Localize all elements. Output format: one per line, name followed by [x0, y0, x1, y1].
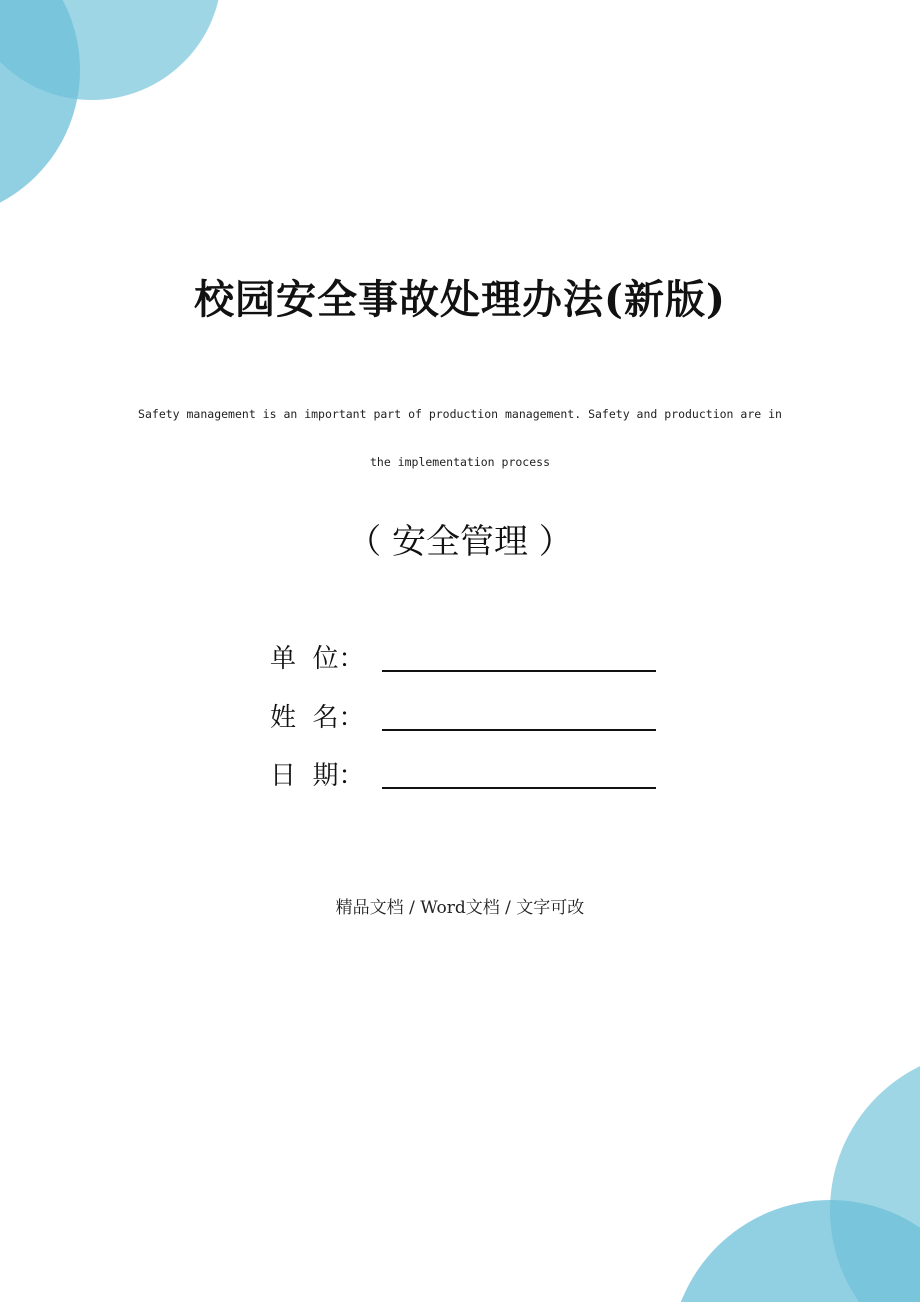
field-date-label: 日 期：: [270, 761, 365, 791]
bottom-right-circle-decoration: [670, 1050, 920, 1302]
field-date-blank-line[interactable]: [382, 765, 656, 789]
top-left-circle-decoration: [0, 0, 222, 220]
field-unit-label: 单 位：: [270, 644, 365, 674]
field-name: [270, 699, 656, 733]
field-name-blank-line[interactable]: [382, 707, 656, 731]
document-title: 校园安全事故处理办法(新版): [194, 276, 726, 323]
field-unit-blank-line[interactable]: [382, 648, 656, 672]
subtitle-line-1: Safety management is an important part of production management. Safety and production are in: [138, 407, 782, 421]
subtitle-line-2: the implementation process: [369, 455, 550, 469]
category-label: （ 安全管理 ）: [347, 522, 573, 562]
field-unit: [270, 640, 656, 674]
field-date: [270, 757, 656, 791]
footer-note: 精品文档 / Word文档 / 文字可改: [335, 898, 585, 918]
field-name-label: 姓 名：: [270, 703, 365, 733]
